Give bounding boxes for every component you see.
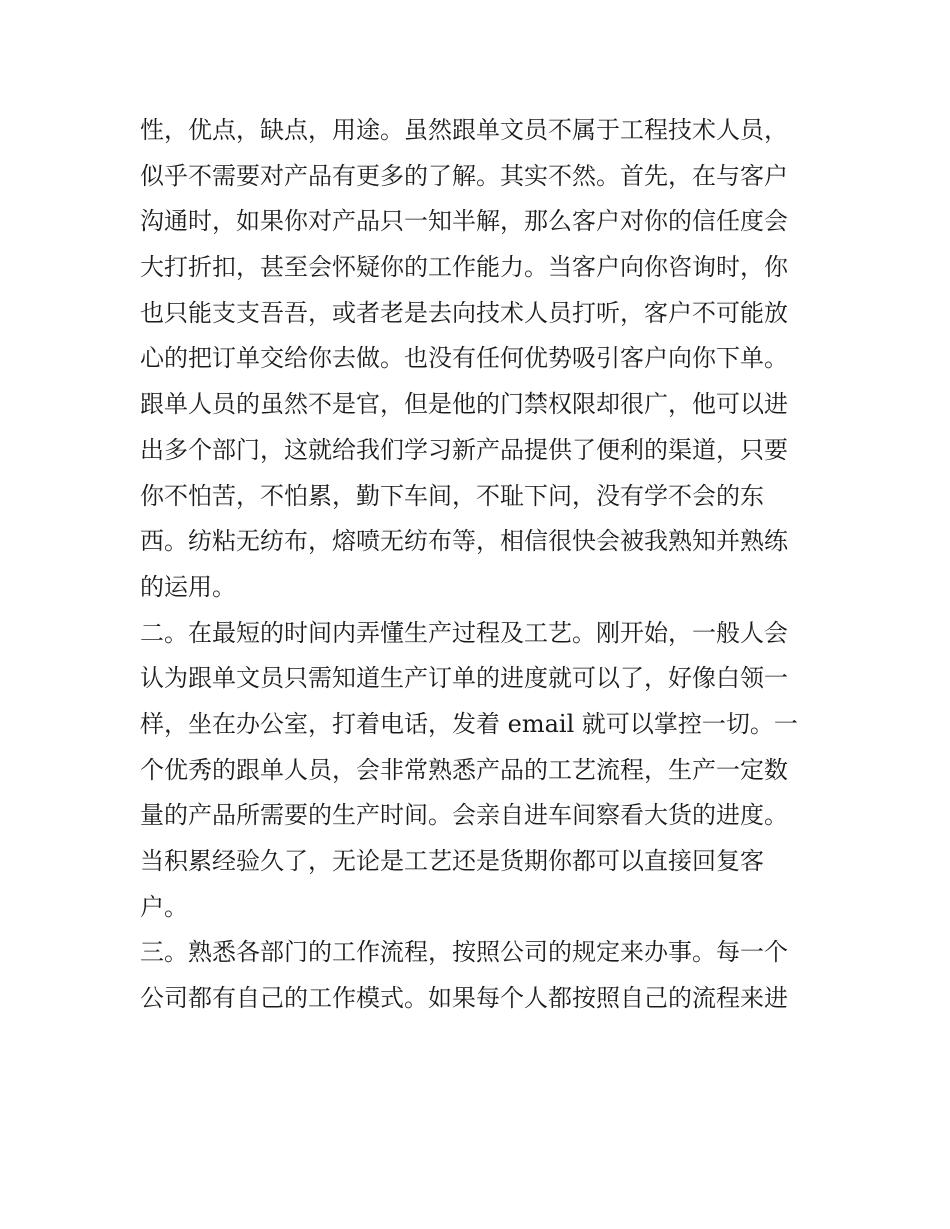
text-line-13: 认为跟单文员只需知道生产订单的进度就可以了，好像白领一: [140, 664, 788, 693]
text-line-1: 性，优点，缺点，用途。虽然跟单文员不属于工程技术人员，: [140, 116, 788, 144]
section-heading-2: 二。在最短的时间内弄懂生产过程及工艺。刚开始，一般人会: [140, 618, 788, 647]
text-line-4: 大打折扣，甚至会怀疑你的工作能力。当客户向你咨询时，你: [140, 253, 788, 282]
text-line-6: 心的把订单交给你去做。也没有任何优势吸引客户向你下单。: [140, 344, 788, 373]
text-line-10: 西。纺粘无纺布，熔喷无纺布等，相信很快会被我熟知并熟练: [140, 527, 788, 556]
text-line-9: 你不怕苦，不怕累，勤下车间，不耻下问，没有学不会的东: [140, 481, 764, 510]
document-body: [140, 108, 820, 1022]
text-line-7: 跟单人员的虽然不是官，但是他的门禁权限却很广，他可以进: [140, 390, 788, 419]
text-line-17: 当积累经验久了，无论是工艺还是货期你都可以直接回复客: [140, 847, 764, 875]
text-line-2: 似乎不需要对产品有更多的了解。其实不然。首先，在与客户: [140, 161, 788, 190]
text-line-14: 样，坐在办公室，打着电话，发着 email 就可以掌控一切。一: [140, 709, 798, 738]
section-heading-3: 三。熟悉各部门的工作流程，按照公司的规定来办事。每一个: [140, 938, 788, 967]
text-line-15: 个优秀的跟单人员，会非常熟悉产品的工艺流程，生产一定数: [140, 755, 788, 784]
text-line-18: 户。: [140, 892, 188, 921]
text-line-5: 也只能支支吾吾，或者老是去向技术人员打听，客户不可能放: [140, 298, 788, 327]
text-line-16: 量的产品所需要的生产时间。会亲自进车间察看大货的进度。: [140, 801, 788, 830]
text-line-3: 沟通时，如果你对产品只一知半解，那么客户对你的信任度会: [140, 207, 788, 236]
text-line-8: 出多个部门，这就给我们学习新产品提供了便利的渠道，只要: [140, 435, 788, 464]
text-line-11: 的运用。: [140, 572, 236, 601]
text-line-20: 公司都有自己的工作模式。如果每个人都按照自己的流程来进: [140, 984, 788, 1013]
